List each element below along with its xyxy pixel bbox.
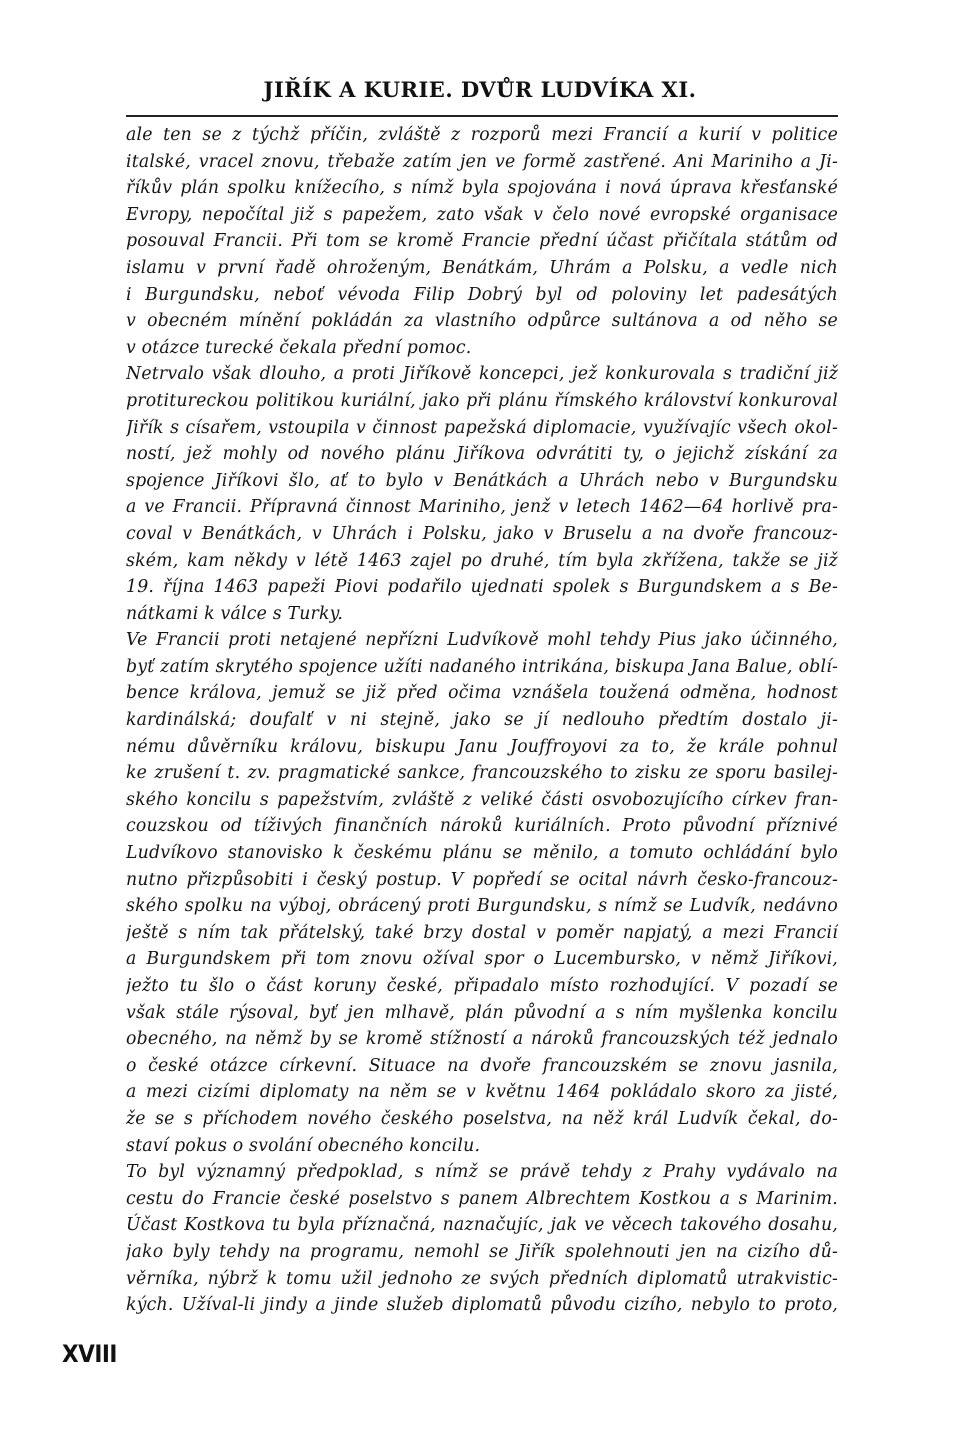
text-line: kých. Užíval-li jindy a jinde služeb diplomatů původu cizího, nebylo to proto, — [126, 1295, 838, 1316]
text-line: v otázce turecké čekala přední pomoc. — [126, 337, 472, 358]
text-line: kardinálská; doufalť v ni stejně, jako se jí nedlouho předtím dostalo ji- — [126, 710, 838, 731]
text-line: staví pokus o svolání obecného koncilu. — [126, 1135, 481, 1156]
text-line: a ve Francii. Přípravná činnost Mariniho, jenž v letech 1462—64 horlivě pra- — [126, 497, 838, 518]
text-line: ale ten se z týchž příčin, zvláště z rozporů mezi Francií a kurií v politice — [126, 125, 838, 145]
text-line: však stále rýsoval, byť jen mlhavě, plán původní a s ním myšlenka koncilu — [126, 1002, 838, 1023]
text-line: ského spolku na výboj, obrácený proti Burgundsku, s nímž se Ludvík, nedávno — [126, 896, 838, 917]
page-number: XVIII — [62, 1340, 117, 1368]
text-line: a Burgundskem při tom znovu ožíval spor o Lucembursko, v němž Jiříkovi, — [126, 949, 838, 970]
text-line: spojence Jiříkovi šlo, ať to bylo v Benátkách a Uhrách nebo v Burgundsku — [126, 470, 838, 491]
text-line: italské, vracel znovu, třebaže zatím jen ve formě zastřené. Ani Mariniho a Ji- — [126, 151, 838, 172]
text-line: islamu v první řadě ohroženým, Benátkám, Uhrám a Polsku, a vedle nich — [126, 257, 838, 278]
text-line: ského koncilu s papežstvím, zvláště z veliké části osvobozujícího církev fran- — [126, 789, 838, 810]
text-line: nátkami k válce s Turky. — [126, 603, 344, 624]
text-line: i Burgundsku, neboť vévoda Filip Dobrý byl od poloviny let padesátých — [126, 284, 838, 305]
text-line: Jiřík s císařem, vstoupila v činnost papežská diplomacie, využívajíc všech okol- — [126, 417, 838, 438]
text-line: couzskou od tíživých finančních nároků kuriálních. Proto původní příznivé — [126, 816, 838, 837]
text-line: ském, kam někdy v létě 1463 zajel po druhé, tím byla zkřížena, takže se již — [126, 550, 838, 571]
text-line: coval v Benátkách, v Uhrách i Polsku, jako v Bruselu a na dvoře francouz- — [126, 523, 838, 544]
text-line: že se s příchodem nového českého poselstva, na něž král Ludvík čekal, do- — [126, 1108, 838, 1129]
header-rule — [126, 115, 838, 117]
text-line: Ve Francii proti netajené nepřízni Ludvíkově mohl tehdy Pius jako účinného, — [126, 630, 838, 651]
text-line: o české otázce církevní. Situace na dvoře francouzském se znovu jasnila, — [126, 1055, 838, 1076]
text-line: nutno přizpůsobiti i český postup. V popředí se ocital návrh česko-francouz- — [126, 869, 838, 890]
text-line: bence králova, jemuž se již před očima vznášela toužená odměna, hodnost — [126, 683, 838, 704]
text-line: ještě s ním tak přátelský, také brzy dostal v poměr napjatý, a mezi Francií — [126, 922, 838, 943]
text-line: To byl významný předpoklad, s nímž se právě tehdy z Prahy vydávalo na — [126, 1162, 838, 1183]
text-line: Účast Kostkova tu byla příznačná, naznačujíc, jak ve věcech takového dosahu, — [126, 1215, 838, 1236]
running-title: JIŘÍK A KURIE. DVŮR LUDVÍKA XI. — [263, 77, 697, 102]
text-line: posouval Francii. Při tom se kromě Francie přední účast přičítala státům od — [126, 231, 838, 252]
body-text — [126, 122, 838, 1319]
text-line: říkův plán spolku knížecího, s nímž byla spojována i nová úprava křesťanské — [126, 178, 838, 199]
text-line: protitureckou politikou kuriální, jako při plánu římského království konkuroval — [126, 390, 838, 411]
text-line: byť zatím skrytého spojence užíti nadaného intrikána, biskupa Jana Balue, oblí- — [126, 656, 838, 677]
text-line: Netrvalo však dlouho, a proti Jiříkově koncepci, jež konkurovala s tradiční již — [126, 364, 838, 385]
text-line: Evropy, nepočítal již s papežem, zato však v čelo nové evropské organisace — [126, 204, 838, 225]
text-line: ježto tu šlo o část koruny české, připadalo místo rozhodující. V pozadí se — [126, 976, 838, 996]
text-line: 19. října 1463 papeži Piovi podařilo ujednati spolek s Burgundskem a s Be- — [126, 577, 838, 598]
text-line: obecného, na němž by se kromě stížností a nároků francouzských též jednalo — [126, 1029, 838, 1050]
text-line: ke zrušení t. zv. pragmatické sankce, francouzského to zisku ze sporu basilej- — [126, 763, 838, 784]
text-line: Ludvíkovo stanovisko k českému plánu se měnilo, a tomuto ochládání bylo — [126, 843, 838, 864]
text-line: v obecném mínění pokládán za vlastního odpůrce sultánova a od něho se — [126, 311, 838, 332]
text-line: ností, jež mohly od nového plánu Jiříkova odvrátiti ty, o jejichž získání za — [126, 444, 838, 465]
text-line: jako byly tehdy na programu, nemohl se Jiřík spolehnouti jen na cizího dů- — [126, 1241, 838, 1262]
text-line: věrníka, nýbrž k tomu užil jednoho ze svých předních diplomatů utrakvistic- — [126, 1268, 838, 1289]
text-line: cestu do Francie české poselstvo s panem Albrechtem Kostkou a s Marinim. — [126, 1188, 838, 1209]
text-line: nému důvěrníku královu, biskupu Janu Jouffroyovi za to, že krále pohnul — [126, 736, 838, 757]
text-line: a mezi cizími diplomaty na něm se v květnu 1464 pokládalo skoro za jisté, — [126, 1082, 838, 1103]
